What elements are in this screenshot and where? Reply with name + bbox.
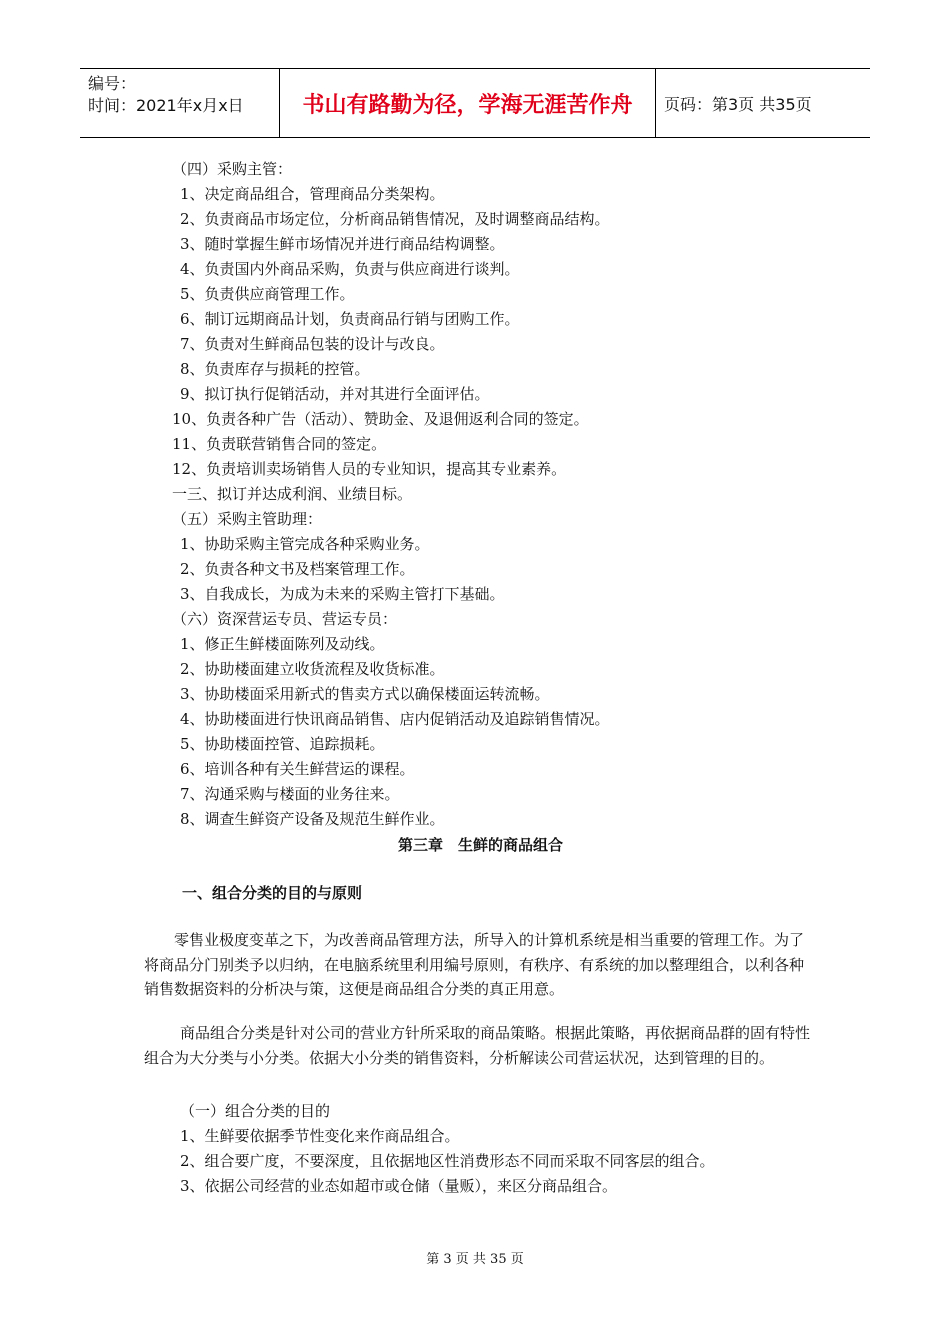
list-item: 9、拟订执行促销活动，并对其进行全面评估。 [180,385,490,403]
paragraph: 零售业极度变革之下，为改善商品管理方法，所导入的计算机系统是相当重要的管理工作。为了将商品分门别类予以归纳，在电脑系统里利用编号原则，有秩序、有系统的加以整理组合，以利各种销售数据资料的分析决与策，这便是商品组合分类的真正用意。 [144,931,805,998]
list-item: 7、沟通采购与楼面的业务往来。 [180,785,400,803]
list-item: 1、决定商品组合，管理商品分类架构。 [180,185,445,203]
list-item: 4、负责国内外商品采购，负责与供应商进行谈判。 [180,260,520,278]
section-heading: （五）采购主管助理： [172,510,323,528]
list-item: 12、负责培训卖场销售人员的专业知识，提高其专业素养。 [172,460,567,478]
list-item: 2、负责商品市场定位，分析商品销售情况，及时调整商品结构。 [180,210,610,228]
list-item: 6、制订远期商品计划，负责商品行销与团购工作。 [180,310,520,328]
section-heading: （四）采购主管： [172,160,293,178]
section-title: 一、组合分类的目的与原则 [182,884,363,902]
subsection-heading: （一）组合分类的目的 [180,1102,331,1120]
list-item: 2、组合要广度，不要深度，且依据地区性消费形态不同而采取不同客层的组合。 [180,1152,715,1170]
paragraph: 商品组合分类是针对公司的营业方针所采取的商品策略。根据此策略，再依据商品群的固有特性组合为大分类与小分类。依据大小分类的销售资料，分析解读公司营运状况，达到管理的目的。 [144,1024,811,1067]
list-item: 7、负责对生鲜商品包装的设计与改良。 [180,335,445,353]
page-footer: 第 3 页 共 35 页 [426,1252,524,1267]
list-item: 8、调查生鲜资产设备及规范生鲜作业。 [180,810,445,828]
list-item: 1、修正生鲜楼面陈列及动线。 [180,635,385,653]
list-item: 3、随时掌握生鲜市场情况并进行商品结构调整。 [180,235,505,253]
list-item: 5、负责供应商管理工作。 [180,285,355,303]
header-page-number: 页码：第3页 共35页 [664,94,812,114]
document-date: 时间：2021年x月x日 [88,96,244,115]
list-item: 8、负责库存与损耗的控管。 [180,360,370,378]
list-item: 11、负责联营销售合同的签定。 [172,435,387,453]
list-item: 2、负责各种文书及档案管理工作。 [180,560,415,578]
list-item: 一三、拟订并达成利润、业绩目标。 [172,485,413,503]
list-item: 10、负责各种广告（活动）、赞助金、及退佣返利合同的签定。 [172,410,589,428]
list-item: 5、协助楼面控管、追踪损耗。 [180,735,385,753]
header-motto: 书山有路勤为径，学海无涯苦作舟 [280,69,656,137]
chapter-title: 第三章 生鲜的商品组合 [398,836,564,854]
list-item: 1、生鲜要依据季节性变化来作商品组合。 [180,1127,460,1145]
list-item: 3、依据公司经营的业态如超市或仓储（量贩），来区分商品组合。 [180,1177,618,1195]
list-item: 3、自我成长，为成为未来的采购主管打下基础。 [180,585,505,603]
list-item: 2、协助楼面建立收货流程及收货标准。 [180,660,445,678]
list-item: 3、协助楼面采用新式的售卖方式以确保楼面运转流畅。 [180,685,550,703]
document-number-label: 编号： [88,74,137,93]
page-header [80,68,870,138]
list-item: 6、培训各种有关生鲜营运的课程。 [180,760,415,778]
header-meta [80,69,280,137]
list-item: 4、协助楼面进行快讯商品销售、店内促销活动及追踪销售情况。 [180,710,610,728]
section-heading: （六）资深营运专员、营运专员： [172,610,398,628]
list-item: 1、协助采购主管完成各种采购业务。 [180,535,430,553]
